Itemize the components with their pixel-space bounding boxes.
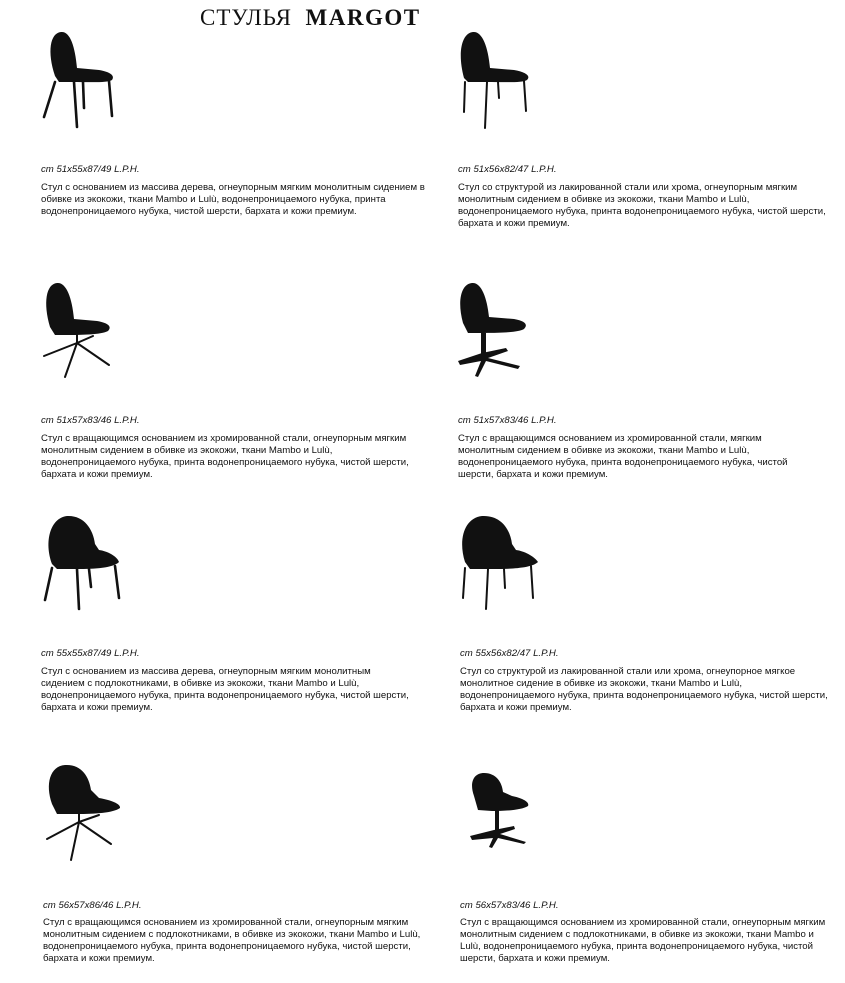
swivel-cross-chair-icon <box>458 281 548 381</box>
product-dimensions: cm 56x57x83/46 L.P.H. <box>460 900 559 911</box>
product-dimensions: cm 51x57x83/46 L.P.H. <box>41 415 140 426</box>
product-description: Стул с вращающимся основанием из хромированной стали, огнеупорным мягким монолитным сидением с подлокотниками, в обивке из экокожи, ткани Mambo и Lulù, водонепроницаемого нубука, принта водонепроницаемого нубука, чистой шерсти, бархата и кожи премиум. <box>43 917 421 964</box>
wood-leg-armchair-icon <box>41 514 131 614</box>
product-dimensions: cm 51x57x83/46 L.P.H. <box>458 415 557 426</box>
page-title <box>200 5 421 31</box>
swivel-star-chair-icon <box>41 281 131 381</box>
title-brand: MARGOT <box>305 5 421 30</box>
product-description: Стул со структурой из лакированной стали или хрома, огнеупорное мягкое монолитное сидение в обивке из экокожи, ткани Mambo и Lulù, водонепроницаемого нубука, принта водонепроницаемого нубука, чистой шерсти, бархата и кожи премиум. <box>460 666 828 713</box>
product-dimensions: cm 51x55x87/49 L.P.H. <box>41 164 140 175</box>
swivel-star-armchair-icon <box>43 764 133 864</box>
product-dimensions: cm 55x55x87/49 L.P.H. <box>41 648 140 659</box>
product-description: Стул с вращающимся основанием из хромированной стали, огнеупорным мягким монолитным сидением в обивке из экокожи, ткани Mambo и Lulù, водонепроницаемого нубука, принта водонепроницаемого нубука, чистой шерсти, бархата и кожи премиум. <box>41 433 409 480</box>
product-description: Стул с вращающимся основанием из хромированной стали, мягким монолитным сидением в обивке из экокожи, ткани Mambo и Lulù, водонепроницаемого нубука, принта водонепроницаемого нубука, чистой шерсти, бархата и кожи премиум. <box>458 433 788 480</box>
wood-leg-chair-icon <box>41 30 131 130</box>
product-description: Стул с основанием из массива дерева, огнеупорным мягким монолитным сидением с подлокотниками, в обивке из экокожи, ткани Mambo и Lulù, водонепроницаемого нубука, принта водонепроницаемого нубука, чистой шерсти, бархата и кожи премиум. <box>41 666 409 713</box>
product-description: Стул со структурой из лакированной стали или хрома, огнеупорным мягким монолитным сидением в обивке из экокожи, ткани Mambo и Lulù, водонепроницаемого нубука, принта водонепроницаемого нубука, чистой шерсти, бархата и кожи премиум. <box>458 182 826 229</box>
title-prefix: СТУЛЬЯ <box>200 5 293 30</box>
product-dimensions: cm 55x56x82/47 L.P.H. <box>460 648 559 659</box>
steel-leg-armchair-icon <box>460 514 550 614</box>
product-description: Стул с вращающимся основанием из хромированной стали, огнеупорным мягким монолитным сидением с подлокотниками, в обивке из экокожи, ткани Mambo и Lulù, водонепроницаемого нубука, принта водонепроницаемого нубука, чистой шерсти, бархата и кожи премиум. <box>460 917 826 964</box>
swivel-cross-armchair-icon <box>460 764 550 864</box>
product-dimensions: cm 51x56x82/47 L.P.H. <box>458 164 557 175</box>
product-description: Стул с основанием из массива дерева, огнеупорным мягким монолитным сидением в обивке из экокожи, ткани Mambo и Lulù, водонепроницаемого нубука, принта водонепроницаемого нубука, чистой шерсти, бархата и кожи премиум. <box>41 182 425 217</box>
product-dimensions: cm 56x57x86/46 L.P.H. <box>43 900 142 911</box>
steel-leg-chair-icon <box>458 30 548 130</box>
